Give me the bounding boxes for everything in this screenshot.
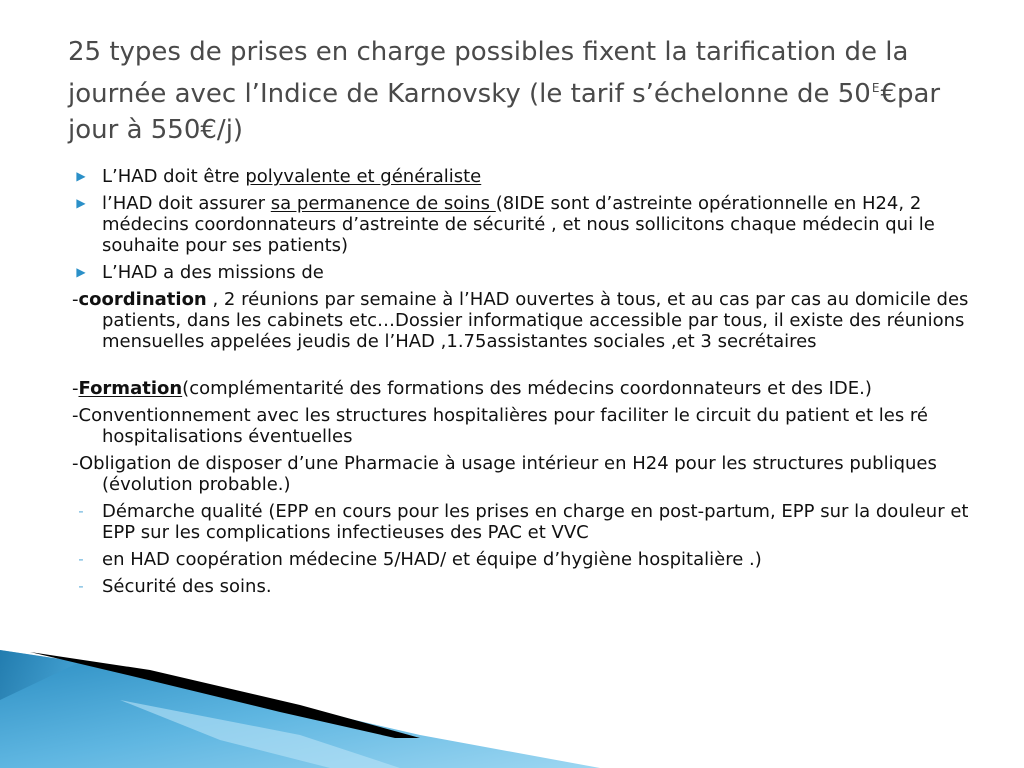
bullet-item — [72, 262, 972, 283]
bullet-text: L’HAD doit être — [102, 166, 246, 187]
bullet-text: l’HAD doit assurer — [102, 193, 271, 214]
title-part-2: €par jour à 550€/j) — [68, 79, 941, 145]
mission-text: (complémentarité des formations des médecins coordonnateurs et des IDE.) — [182, 378, 872, 399]
dash-bullet-icon: - — [78, 502, 84, 520]
mission-text: , 2 réunions par semaine à l’HAD ouvertes à tous, et au cas par cas au domicile des patients, dans les cabinets etc…Dossier informatique accessible par tous, il existe des réunions mensuelles appelées jeudis de l’HAD ,1.75assistantes sociales ,et 3 secrétaires — [102, 289, 969, 352]
dash-item — [72, 549, 972, 570]
mission-item — [72, 453, 972, 495]
dash-item — [72, 501, 972, 543]
triangle-bullet-icon: ▶ — [76, 169, 86, 183]
light-swoosh-shape — [120, 700, 400, 768]
mission-dash: - — [72, 378, 79, 399]
slide-body — [72, 166, 972, 603]
mission-text: -Conventionnement avec les structures hospitalières pour faciliter le circuit du patient et les ré hospitalisations éventuelles — [72, 405, 928, 447]
bullet-item — [72, 166, 972, 187]
slide-title — [68, 34, 998, 148]
bullet-underlined-text: polyvalente et généraliste — [245, 166, 482, 187]
title-part-1: 25 types de prises en charge possibles fixent la tarification de la journée avec l’Indice de Karnovsky (le tarif s’échelonne de 50 — [68, 37, 909, 109]
dash-item-text: en HAD coopération médecine 5/HAD/ et équipe d’hygiène hospitalière .) — [102, 549, 762, 570]
mission-term: coordination — [78, 289, 207, 310]
dash-item-text: Sécurité des soins. — [102, 576, 272, 597]
triangle-bullet-icon: ▶ — [76, 265, 86, 279]
blue-wave-shadow — [0, 650, 80, 700]
mission-item — [72, 378, 972, 399]
dash-item — [72, 576, 972, 597]
title-superscript: E — [871, 81, 880, 95]
mission-item — [72, 405, 972, 447]
bullet-underlined-text: sa permanence de soins — [270, 193, 496, 214]
triangle-bullet-icon: ▶ — [76, 196, 86, 210]
black-swoosh-shape — [30, 652, 420, 738]
bullet-item — [72, 193, 972, 256]
bullet-text: L’HAD a des missions de — [102, 262, 324, 283]
dash-bullet-icon: - — [78, 577, 84, 595]
dash-item-text: Démarche qualité (EPP en cours pour les prises en charge en post-partum, EPP sur la douleur et EPP sur les complications infectieuses des PAC et VVC — [102, 501, 969, 543]
dash-bullet-icon: - — [78, 550, 84, 568]
mission-dash: - — [72, 289, 79, 310]
mission-term: Formation — [78, 378, 183, 399]
mission-text: -Obligation de disposer d’une Pharmacie à usage intérieur en H24 pour les structures publiques (évolution probable.) — [72, 453, 937, 495]
bullet-text-continued: (8IDE sont d’astreinte opérationnelle en H24, 2 médecins coordonnateurs d’astreinte de sécurité , et nous sollicitons chaque médecin qui le souhaite pour ses patients) — [102, 193, 935, 256]
mission-item — [72, 289, 972, 352]
blue-wave-shape — [0, 650, 600, 768]
